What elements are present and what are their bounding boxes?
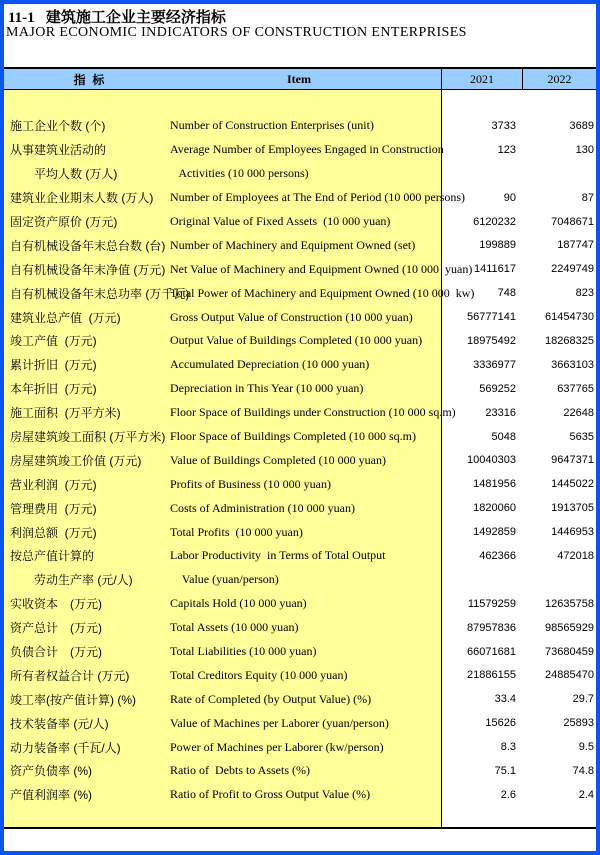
indicator-label-zh: 施工面积 (万平方米) — [10, 406, 121, 421]
indicator-label-en: Original Value of Fixed Assets (10 000 yuan) — [170, 214, 391, 228]
table-row — [4, 233, 596, 257]
value-2022: 25893 — [563, 717, 594, 730]
value-2021: 90 — [503, 191, 516, 204]
table-row — [4, 401, 596, 425]
table-header-row — [4, 69, 596, 90]
value-2022: 823 — [575, 287, 594, 300]
indicator-label-en: Average Number of Employees Engaged in Construction — [170, 142, 444, 157]
column-header-2022: 2022 — [522, 69, 596, 89]
value-2022: 7048671 — [551, 215, 594, 228]
value-2022: 1913705 — [551, 502, 594, 515]
indicators-table — [4, 67, 596, 829]
table-row — [4, 353, 596, 377]
indicator-label-zh: 建筑业总产值 (万元) — [10, 310, 121, 325]
indicator-label-en: Ratio of Debts to Assets (%) — [170, 763, 310, 778]
indicator-label-zh: 房屋建筑竣工价值 (万元) — [10, 453, 142, 468]
indicator-label-zh: 资产负债率 (%) — [10, 764, 92, 779]
indicator-label-zh: 累计折旧 (万元) — [10, 358, 97, 373]
indicator-label-zh: 建筑业企业期末人数 (万人) — [10, 191, 154, 206]
column-header-2021: 2021 — [441, 69, 522, 89]
table-row — [4, 592, 596, 616]
value-2021: 18975492 — [467, 334, 516, 347]
indicator-label-en: Total Liabilities (10 000 yuan) — [170, 644, 317, 659]
table-row — [4, 544, 596, 568]
value-2021: 1492859 — [473, 526, 516, 539]
value-2022: 2.4 — [578, 788, 594, 801]
indicator-label-zh: 负债合计 (万元) — [10, 645, 102, 660]
indicator-label-en: Total Assets (10 000 yuan) — [170, 620, 299, 635]
table-row — [4, 186, 596, 210]
value-2022: 187747 — [557, 239, 594, 252]
indicator-label-en: Total Creditors Equity (10 000 yuan) — [170, 667, 348, 682]
table-row — [4, 711, 596, 735]
value-2021: 569252 — [479, 382, 516, 395]
value-2022: 29.7 — [572, 693, 594, 706]
value-2021: 87957836 — [467, 621, 516, 634]
value-2022: 2249749 — [551, 263, 594, 276]
indicator-label-zh: 所有者权益合计 (万元) — [10, 668, 130, 683]
value-2022: 637765 — [557, 382, 594, 395]
table-row — [4, 138, 596, 162]
table-row — [4, 114, 596, 138]
indicator-label-zh: 动力装备率 (千瓦/人) — [10, 740, 121, 755]
table-row — [4, 162, 596, 186]
value-2021: 748 — [497, 287, 516, 300]
value-2021: 1820060 — [473, 502, 516, 515]
indicator-label-en: Number of Machinery and Equipment Owned (set) — [170, 237, 416, 252]
indicator-label-en: Rate of Completed (by Output Value) (%) — [170, 691, 372, 706]
page-title: 11-1 建筑施工企业主要经济指标 — [8, 10, 226, 26]
table-row — [4, 687, 596, 711]
indicator-label-zh: 劳动生产率 (元/人) — [10, 573, 133, 588]
indicator-label-zh: 资产总计 (万元) — [10, 621, 102, 636]
value-2022: 130 — [575, 143, 594, 156]
indicator-label-en: Costs of Administration (10 000 yuan) — [170, 500, 355, 515]
table-row — [4, 568, 596, 592]
value-2022: 9.5 — [578, 741, 594, 754]
indicator-label-zh: 平均人数 (万人) — [10, 167, 118, 182]
table-row — [4, 735, 596, 759]
value-2022: 3689 — [569, 119, 594, 132]
value-2021: 11579259 — [467, 597, 516, 610]
indicator-label-en: Ratio of Profit to Gross Output Value (%) — [170, 787, 371, 802]
indicator-label-zh: 竣工产值 (万元) — [10, 334, 97, 349]
value-2022: 22648 — [563, 406, 594, 419]
indicator-label-zh: 按总产值计算的 — [10, 549, 95, 564]
value-2022: 12635758 — [545, 597, 594, 610]
indicator-label-en: Value of Buildings Completed (10 000 yuan) — [170, 452, 386, 467]
indicator-label-en: Total Power of Machinery and Equipment Owned (10 000 kw) — [170, 285, 475, 300]
indicator-label-zh: 固定资产原价 (万元) — [10, 215, 118, 229]
indicator-label-zh: 管理费用 (万元) — [10, 501, 97, 516]
value-2022: 98565929 — [545, 621, 594, 634]
indicator-label-zh: 竣工率(按产值计算) (%) — [10, 692, 136, 707]
table-row — [4, 472, 596, 496]
indicator-label-en: Floor Space of Buildings Completed (10 000 sq.m) — [170, 429, 416, 444]
table-row — [4, 257, 596, 281]
value-2021: 56777141 — [467, 311, 516, 324]
table-row — [4, 759, 596, 783]
value-2022 — [522, 162, 594, 186]
indicator-label-en: Activities (10 000 persons) — [170, 166, 309, 181]
value-2022: 5635 — [569, 430, 594, 443]
value-2021: 75.1 — [494, 764, 516, 777]
indicator-label-zh: 自有机械设备年末净值 (万元) — [10, 262, 166, 277]
table-row — [4, 425, 596, 449]
table-body — [4, 90, 596, 829]
value-2022: 18268325 — [545, 334, 594, 347]
indicator-label-zh: 产值利润率 (%) — [10, 788, 92, 803]
indicator-label-zh: 实收资本 (万元) — [10, 597, 102, 612]
table-row — [4, 520, 596, 544]
value-2021: 8.3 — [500, 741, 516, 754]
value-2022: 87 — [581, 191, 594, 204]
column-header-item: Item — [287, 71, 311, 86]
value-2021: 1411617 — [473, 263, 516, 276]
indicator-label-en: Power of Machines per Laborer (kw/person) — [170, 739, 384, 754]
value-2021: 199889 — [479, 239, 516, 252]
table-row — [4, 377, 596, 401]
value-2021: 123 — [497, 143, 516, 156]
value-2022: 73680459 — [545, 645, 594, 658]
value-2021: 3336977 — [473, 358, 516, 371]
indicator-label-zh: 营业利润 (万元) — [10, 477, 97, 492]
indicator-label-en: Floor Space of Buildings under Construction (10 000 sq.m) — [170, 405, 456, 420]
table-row — [4, 783, 596, 807]
value-2021: 66071681 — [467, 645, 516, 658]
indicator-label-en: Accumulated Depreciation (10 000 yuan) — [170, 357, 370, 372]
value-2022: 3663103 — [551, 358, 594, 371]
table-row — [4, 210, 596, 234]
indicator-label-zh: 房屋建筑竣工面积 (万平方米) — [10, 430, 166, 445]
value-2021: 15626 — [485, 717, 516, 730]
value-2022: 1446953 — [551, 526, 594, 539]
indicator-label-zh: 自有机械设备年末总台数 (台) — [10, 238, 166, 253]
value-2021 — [442, 568, 516, 592]
indicator-label-en: Gross Output Value of Construction (10 000 yuan) — [170, 309, 413, 324]
value-2021: 23316 — [485, 406, 516, 419]
indicator-label-en: Number of Employees at The End of Period (10 000 persons) — [170, 190, 466, 205]
value-2021 — [442, 162, 516, 186]
table-row — [4, 329, 596, 353]
indicator-label-zh: 从事建筑业活动的 — [10, 143, 107, 158]
value-2021: 462366 — [479, 549, 516, 562]
indicator-label-en: Net Value of Machinery and Equipment Owned (10 000 yuan) — [170, 261, 473, 276]
indicator-label-zh: 利润总额 (万元) — [10, 525, 97, 540]
page-subtitle: MAJOR ECONOMIC INDICATORS OF CONSTRUCTION ENTERPRISES — [6, 25, 467, 40]
indicator-label-zh: 自有机械设备年末总功率 (万千瓦) — [10, 286, 190, 301]
value-2022: 472018 — [557, 549, 594, 562]
indicator-label-en: Number of Construction Enterprises (unit) — [170, 118, 374, 133]
indicator-label-en: Capitals Hold (10 000 yuan) — [170, 596, 307, 611]
value-2021: 33.4 — [494, 693, 516, 706]
value-2022: 74.8 — [572, 764, 594, 777]
value-2021: 3733 — [491, 119, 516, 132]
indicator-label-zh: 技术装备率 (元/人) — [10, 716, 109, 731]
indicator-label-en: Profits of Business (10 000 yuan) — [170, 476, 331, 491]
indicator-label-en: Value of Machines per Laborer (yuan/person) — [170, 715, 389, 730]
indicator-label-zh: 本年折旧 (万元) — [10, 382, 97, 397]
indicator-label-en: Total Profits (10 000 yuan) — [170, 524, 303, 539]
value-2022: 1445022 — [551, 478, 594, 491]
table-row — [4, 616, 596, 640]
table-row — [4, 448, 596, 472]
indicator-label-zh: 施工企业个数 (个) — [10, 119, 106, 134]
indicator-label-en: Depreciation in This Year (10 000 yuan) — [170, 381, 364, 396]
table-row — [4, 496, 596, 520]
value-2021: 2.6 — [500, 788, 516, 801]
value-2021: 5048 — [491, 430, 516, 443]
table-row — [4, 305, 596, 329]
indicator-label-en: Output Value of Buildings Completed (10 000 yuan) — [170, 333, 423, 348]
table-row — [4, 663, 596, 687]
value-2021: 21886155 — [467, 669, 516, 682]
value-2021: 6120232 — [473, 215, 516, 228]
value-2022: 61454730 — [545, 311, 594, 324]
table-row — [4, 281, 596, 305]
value-2022 — [522, 568, 594, 592]
value-2021: 1481956 — [473, 478, 516, 491]
value-2021: 10040303 — [467, 454, 516, 467]
column-header-indicator: 指 标 — [73, 72, 105, 87]
table-row — [4, 640, 596, 664]
indicator-label-en: Value (yuan/person) — [170, 572, 279, 587]
indicator-label-en: Labor Productivity in Terms of Total Output — [170, 548, 386, 563]
value-2022: 9647371 — [551, 454, 594, 467]
value-2022: 24885470 — [545, 669, 594, 682]
